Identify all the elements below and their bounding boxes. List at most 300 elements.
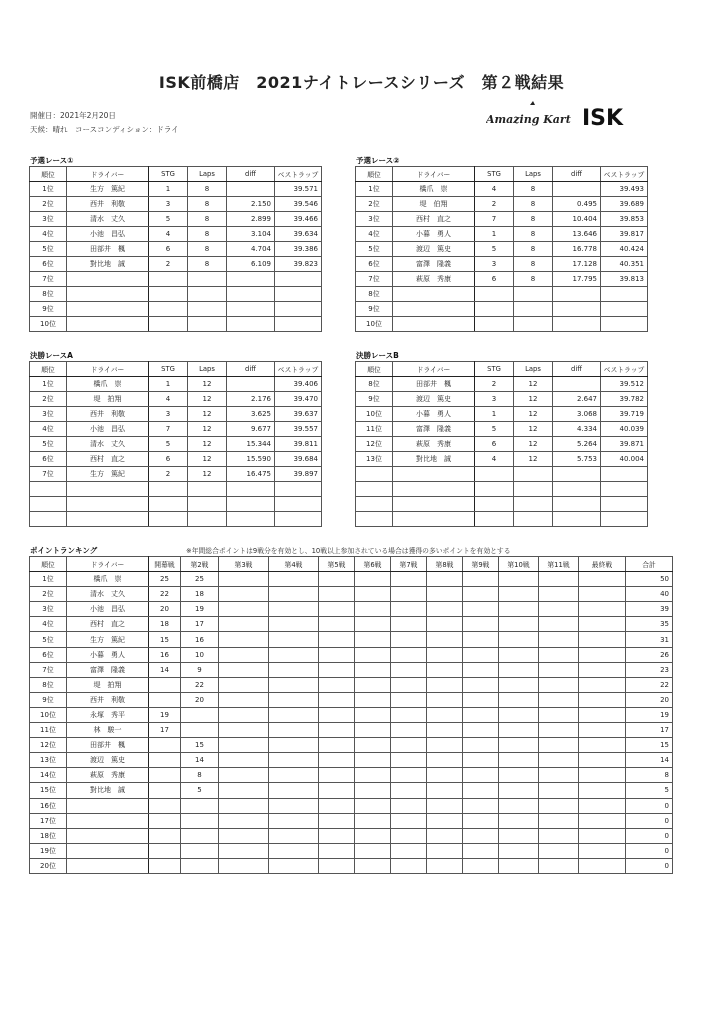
points-table-row	[30, 753, 673, 768]
qual1-table-cell: 6.109	[227, 257, 275, 272]
points-table-cell: 5	[181, 783, 219, 798]
qual1-table-cell: 清水 丈久	[67, 212, 149, 227]
points-table-cell	[181, 813, 219, 828]
points-table-cell	[579, 783, 626, 798]
finalA-table-row	[30, 422, 322, 437]
points-table-cell	[463, 692, 499, 707]
points-table-cell	[67, 798, 149, 813]
finalA-table-row	[30, 407, 322, 422]
points-table-row	[30, 677, 673, 692]
qual2-table-cell: 8	[514, 257, 553, 272]
points-table-cell	[219, 602, 269, 617]
logo-brand-text: ISK	[582, 106, 624, 131]
finalA-table-cell	[227, 482, 275, 497]
finalB-table-cell: 12	[514, 437, 553, 452]
points-table-cell	[319, 632, 355, 647]
points-table-cell	[463, 753, 499, 768]
points-table-cell	[579, 572, 626, 587]
finalA-table-cell	[67, 512, 149, 527]
qual1-table-cell: 8	[188, 212, 227, 227]
points-table-cell: 17	[149, 723, 181, 738]
points-table-cell: 19	[181, 602, 219, 617]
points-table-row	[30, 587, 673, 602]
qual2-table-row	[356, 197, 648, 212]
points-table-cell	[499, 723, 539, 738]
qual2-table-cell: 4位	[356, 227, 393, 242]
qual2-table-cell	[393, 302, 475, 317]
points-table-cell	[219, 723, 269, 738]
qual2-table-cell	[553, 302, 601, 317]
qual2-table-cell	[475, 302, 514, 317]
points-header-row	[30, 557, 673, 572]
finalA-table-row	[30, 512, 322, 527]
points-table-cell: 0	[626, 843, 673, 858]
points-table-cell	[219, 632, 269, 647]
finalB-table-cell: 12位	[356, 437, 393, 452]
points-table-row	[30, 858, 673, 873]
points-table-cell: 3位	[30, 602, 67, 617]
points-table-cell	[499, 707, 539, 722]
qual1-table-cell	[188, 302, 227, 317]
points-table-cell: 10	[181, 647, 219, 662]
points-table-cell	[539, 783, 579, 798]
points-table-cell: 12位	[30, 738, 67, 753]
finalB-table-row	[356, 482, 648, 497]
points-table-cell	[579, 738, 626, 753]
points-table-cell	[539, 753, 579, 768]
finalA-table-cell: 39.684	[275, 452, 322, 467]
qual2-table-cell: 6	[475, 272, 514, 287]
points-table-cell: 17	[626, 723, 673, 738]
points-table-cell: 8	[181, 768, 219, 783]
finalB-table-cell	[393, 497, 475, 512]
points-table-cell	[539, 692, 579, 707]
finalA-table-cell	[149, 482, 188, 497]
qual1-table-cell: 生方 篤紀	[67, 182, 149, 197]
points-table-cell	[355, 677, 391, 692]
points-table-cell	[427, 858, 463, 873]
qual1-table-cell: 39.634	[275, 227, 322, 242]
points-table-cell	[391, 677, 427, 692]
points-table-cell: 18	[149, 617, 181, 632]
points-table-cell	[427, 798, 463, 813]
qual2-table-cell	[393, 317, 475, 332]
finalA-table-cell: 15.344	[227, 437, 275, 452]
finalB-table-cell: 4.334	[553, 422, 601, 437]
qual2-table-cell: 10位	[356, 317, 393, 332]
points-table-cell	[355, 768, 391, 783]
points-header-cell: 第7戦	[391, 557, 427, 572]
points-table-cell: 20位	[30, 858, 67, 873]
points-table-cell	[391, 647, 427, 662]
qual2-table-cell: 小暮 勇人	[393, 227, 475, 242]
qual2-table-cell: 13.646	[553, 227, 601, 242]
finalA-table-row	[30, 437, 322, 452]
points-table-cell	[219, 768, 269, 783]
finalB-table-row	[356, 422, 648, 437]
qual2-header-cell: ベストラップ	[601, 167, 648, 182]
finalA-table-cell	[30, 497, 67, 512]
points-table-cell	[427, 647, 463, 662]
points-table-cell: 35	[626, 617, 673, 632]
finalB-table-row	[356, 512, 648, 527]
points-table-cell: 16位	[30, 798, 67, 813]
qual1-table-cell: 5	[149, 212, 188, 227]
points-table-cell	[539, 572, 579, 587]
qual2-table-cell	[553, 317, 601, 332]
qual2-header-cell: Laps	[514, 167, 553, 182]
qual1-table-cell: 3.104	[227, 227, 275, 242]
qual2-table-cell: 8	[514, 227, 553, 242]
points-table-cell: 11位	[30, 723, 67, 738]
points-table-cell: 19	[149, 707, 181, 722]
qual1-table-cell: 小池 昌弘	[67, 227, 149, 242]
points-table-cell	[499, 813, 539, 828]
finalA-header-cell: STG	[149, 362, 188, 377]
finalA-table-cell: 12	[188, 392, 227, 407]
points-table-cell	[219, 647, 269, 662]
points-table-cell: 永塚 秀平	[67, 707, 149, 722]
points-table-cell	[539, 632, 579, 647]
points-table-cell	[67, 858, 149, 873]
points-table-cell	[463, 632, 499, 647]
points-table-cell: 22	[181, 677, 219, 692]
qual2-table-cell: 西村 直之	[393, 212, 475, 227]
points-table-row	[30, 783, 673, 798]
points-table-cell	[67, 828, 149, 843]
finalB-table-cell	[553, 512, 601, 527]
qual2-table-row	[356, 182, 648, 197]
qual2-table-cell: 39.853	[601, 212, 648, 227]
points-table-cell	[579, 707, 626, 722]
points-table-cell	[319, 707, 355, 722]
finalB-header-cell: diff	[553, 362, 601, 377]
qual1-table-cell: 4.704	[227, 242, 275, 257]
points-table-cell	[219, 828, 269, 843]
points-table-cell	[319, 783, 355, 798]
qual2-table-cell: 10.404	[553, 212, 601, 227]
finalB-table-cell	[514, 497, 553, 512]
points-table-cell: 23	[626, 662, 673, 677]
finalA-table-cell: 4	[149, 392, 188, 407]
points-table-cell	[269, 813, 319, 828]
points-note: ※年間総合ポイントは9戦分を有効とし、10戦以上参加されている場合は獲得の多いポイントを有効とする	[186, 547, 511, 555]
points-table-cell	[355, 662, 391, 677]
points-table-cell	[319, 843, 355, 858]
points-table-cell: 清水 丈久	[67, 587, 149, 602]
points-table-cell: 9位	[30, 692, 67, 707]
qual1-table-cell: 2位	[30, 197, 67, 212]
points-table-cell	[427, 572, 463, 587]
points-table-cell: 小池 昌弘	[67, 602, 149, 617]
qual2-table-cell: 39.689	[601, 197, 648, 212]
finalB-table-cell: 3.068	[553, 407, 601, 422]
points-table-cell	[355, 723, 391, 738]
qual1-table-cell: 1位	[30, 182, 67, 197]
points-table-cell	[181, 798, 219, 813]
points-table-cell: 富澤 隆義	[67, 662, 149, 677]
qual1-table-cell	[67, 302, 149, 317]
finalB-table-cell	[356, 467, 393, 482]
finalA-table-cell: 12	[188, 452, 227, 467]
points-header-cell: 開幕戦	[149, 557, 181, 572]
qual1-table-cell	[227, 272, 275, 287]
qual2-table-cell: 40.424	[601, 242, 648, 257]
points-table-cell	[269, 632, 319, 647]
points-table-cell	[463, 572, 499, 587]
points-table-cell	[149, 813, 181, 828]
points-table-cell: 9	[181, 662, 219, 677]
points-table-cell	[391, 768, 427, 783]
qual1-table-cell: 8	[188, 197, 227, 212]
qual1-table-cell	[275, 287, 322, 302]
finalB-table-cell: 9位	[356, 392, 393, 407]
points-table-cell	[219, 753, 269, 768]
points-table-cell	[269, 602, 319, 617]
finalA-header-row	[30, 362, 322, 377]
qual2-table-cell: 萩原 秀康	[393, 272, 475, 287]
qual1-table-cell: 8	[188, 227, 227, 242]
qual1-table-cell: 對比地 誠	[67, 257, 149, 272]
points-table-cell: 50	[626, 572, 673, 587]
points-table-cell: 22	[626, 677, 673, 692]
points-table-row	[30, 662, 673, 677]
points-table-cell: 20	[149, 602, 181, 617]
finalB-table-cell	[356, 482, 393, 497]
points-table-cell	[579, 768, 626, 783]
finalA-table-cell: 4位	[30, 422, 67, 437]
points-table-cell: 15	[626, 738, 673, 753]
qual2-table-row	[356, 302, 648, 317]
points-table	[29, 556, 673, 874]
finalA-table-cell: 西村 直之	[67, 452, 149, 467]
finalB-table-cell: 8位	[356, 377, 393, 392]
points-table-row	[30, 602, 673, 617]
qual1-table-row	[30, 317, 322, 332]
finalA-table-cell: 39.637	[275, 407, 322, 422]
finalA-table-row	[30, 482, 322, 497]
points-table-cell	[499, 783, 539, 798]
finalA-table-cell: 1位	[30, 377, 67, 392]
points-table-cell	[427, 692, 463, 707]
qual1-table-row	[30, 227, 322, 242]
points-header-cell: ドライバー	[67, 557, 149, 572]
qual2-table-row	[356, 272, 648, 287]
qual1-table	[29, 166, 322, 332]
points-table-row	[30, 843, 673, 858]
points-table-cell	[463, 723, 499, 738]
qual1-table-cell: 7位	[30, 272, 67, 287]
points-table-cell: 14	[149, 662, 181, 677]
qual1-table-cell	[149, 272, 188, 287]
finalB-table-cell	[601, 497, 648, 512]
points-table-cell	[355, 783, 391, 798]
finalB-table-cell	[356, 497, 393, 512]
points-table-cell: 堤 拍翔	[67, 677, 149, 692]
points-table-cell	[355, 798, 391, 813]
points-table-cell	[579, 662, 626, 677]
finalA-table-cell: 3位	[30, 407, 67, 422]
qual2-table-cell: 7位	[356, 272, 393, 287]
finalB-header-cell: STG	[475, 362, 514, 377]
points-table-cell	[149, 828, 181, 843]
points-table-cell	[391, 707, 427, 722]
points-header-cell: 第11戦	[539, 557, 579, 572]
qual1-table-cell	[275, 317, 322, 332]
points-table-cell: 0	[626, 858, 673, 873]
finalB-table-cell	[475, 497, 514, 512]
finalA-table-cell: 小池 昌弘	[67, 422, 149, 437]
finalB-table-cell: 6	[475, 437, 514, 452]
qual2-table-cell: 0.495	[553, 197, 601, 212]
points-table-cell	[579, 647, 626, 662]
qual2-table-cell: 2位	[356, 197, 393, 212]
points-table-cell: 萩原 秀康	[67, 768, 149, 783]
qual1-table-cell: 2.899	[227, 212, 275, 227]
points-table-cell: 渡辺 篤史	[67, 753, 149, 768]
finalB-table-row	[356, 497, 648, 512]
points-table-cell	[149, 738, 181, 753]
points-table-cell: 19位	[30, 843, 67, 858]
qual1-table-cell: 5位	[30, 242, 67, 257]
points-table-cell	[219, 858, 269, 873]
finalA-table-row	[30, 467, 322, 482]
points-table-cell: 0	[626, 798, 673, 813]
points-table-cell	[319, 662, 355, 677]
points-table-cell	[355, 647, 391, 662]
logo-kart-mark	[530, 101, 535, 105]
qual1-table-cell	[149, 287, 188, 302]
finalB-table-cell	[601, 467, 648, 482]
qual1-table-cell: 8	[188, 242, 227, 257]
points-table-cell	[427, 723, 463, 738]
points-table-cell	[269, 662, 319, 677]
points-table-cell	[219, 662, 269, 677]
finalA-table-cell: 6位	[30, 452, 67, 467]
points-table-cell: 22	[149, 587, 181, 602]
qual1-table-cell: 4	[149, 227, 188, 242]
qual1-table-row	[30, 182, 322, 197]
finalA-table-row	[30, 497, 322, 512]
qual2-table-cell: 8	[514, 212, 553, 227]
points-table-cell	[269, 677, 319, 692]
points-table-cell	[319, 798, 355, 813]
finalA-table-cell: 39.406	[275, 377, 322, 392]
points-header-cell: 第2戦	[181, 557, 219, 572]
points-table-cell	[579, 602, 626, 617]
finalB-table-cell: 12	[514, 377, 553, 392]
finalA-table-row	[30, 377, 322, 392]
logo-script-text: Amazing Kart	[486, 113, 571, 126]
points-table-cell: 橋爪 崇	[67, 572, 149, 587]
points-table-cell: 生方 篤紀	[67, 632, 149, 647]
points-table-row	[30, 572, 673, 587]
finalB-table-cell: 39.512	[601, 377, 648, 392]
points-table-cell	[427, 813, 463, 828]
finalB-table-cell	[553, 467, 601, 482]
points-table-cell	[463, 798, 499, 813]
points-table-cell	[499, 798, 539, 813]
points-table-cell: 6位	[30, 647, 67, 662]
points-table-cell	[539, 843, 579, 858]
points-table-cell	[391, 662, 427, 677]
points-table-cell	[391, 587, 427, 602]
qual2-table-cell	[553, 182, 601, 197]
points-table-cell	[319, 858, 355, 873]
qual2-table-cell: 8	[514, 182, 553, 197]
finalA-table-cell: 5位	[30, 437, 67, 452]
qual1-table-cell	[67, 287, 149, 302]
finalA-header-cell: ベストラップ	[275, 362, 322, 377]
points-table-cell	[427, 662, 463, 677]
qual2-table-cell	[601, 317, 648, 332]
qual1-table-cell	[149, 317, 188, 332]
points-table-cell	[355, 813, 391, 828]
finalB-table-cell: 2.647	[553, 392, 601, 407]
qual1-header-row	[30, 167, 322, 182]
points-table-row	[30, 647, 673, 662]
points-table-row	[30, 798, 673, 813]
points-table-cell: 18	[181, 587, 219, 602]
finalA-table-cell: 1	[149, 377, 188, 392]
qual1-table-cell	[227, 182, 275, 197]
finalB-table-cell	[514, 482, 553, 497]
points-table-cell	[463, 662, 499, 677]
qual2-table-cell: 1位	[356, 182, 393, 197]
points-table-cell	[269, 798, 319, 813]
points-table-cell: 39	[626, 602, 673, 617]
points-header-cell: 第6戦	[355, 557, 391, 572]
points-label: ポイントランキング	[30, 546, 98, 555]
points-table-cell	[181, 858, 219, 873]
finalA-table-cell	[149, 512, 188, 527]
qual2-table-cell: 8位	[356, 287, 393, 302]
finalA-table-cell	[275, 497, 322, 512]
points-table-cell	[391, 723, 427, 738]
qual1-table-row	[30, 302, 322, 317]
qual1-header-cell: ベストラップ	[275, 167, 322, 182]
qual2-table-cell: 39.813	[601, 272, 648, 287]
qual2-table-row	[356, 257, 648, 272]
points-table-row	[30, 707, 673, 722]
qual1-table-row	[30, 257, 322, 272]
qual2-table-cell: 8	[514, 197, 553, 212]
points-table-cell: 4位	[30, 617, 67, 632]
points-table-cell: 7位	[30, 662, 67, 677]
points-table-cell	[579, 692, 626, 707]
qual1-table-cell	[188, 272, 227, 287]
points-table-cell	[539, 858, 579, 873]
qual2-table-cell: 富澤 隆義	[393, 257, 475, 272]
finalB-table-cell: 萩原 秀康	[393, 437, 475, 452]
finalB-table-cell: 5.753	[553, 452, 601, 467]
finalA-table-cell: 清水 丈久	[67, 437, 149, 452]
finalA-table-cell	[67, 497, 149, 512]
points-table-cell	[499, 572, 539, 587]
qual2-table-cell: 5位	[356, 242, 393, 257]
qual1-table-cell: 4位	[30, 227, 67, 242]
points-table-cell	[269, 783, 319, 798]
points-table-cell: 田部井 楓	[67, 738, 149, 753]
qual1-table-cell	[275, 302, 322, 317]
finalA-table	[29, 361, 322, 527]
qual2-table-row	[356, 227, 648, 242]
points-table-cell	[219, 692, 269, 707]
points-table-cell	[499, 692, 539, 707]
points-table-cell	[269, 707, 319, 722]
qual1-table-cell	[227, 287, 275, 302]
points-header-cell: 第8戦	[427, 557, 463, 572]
